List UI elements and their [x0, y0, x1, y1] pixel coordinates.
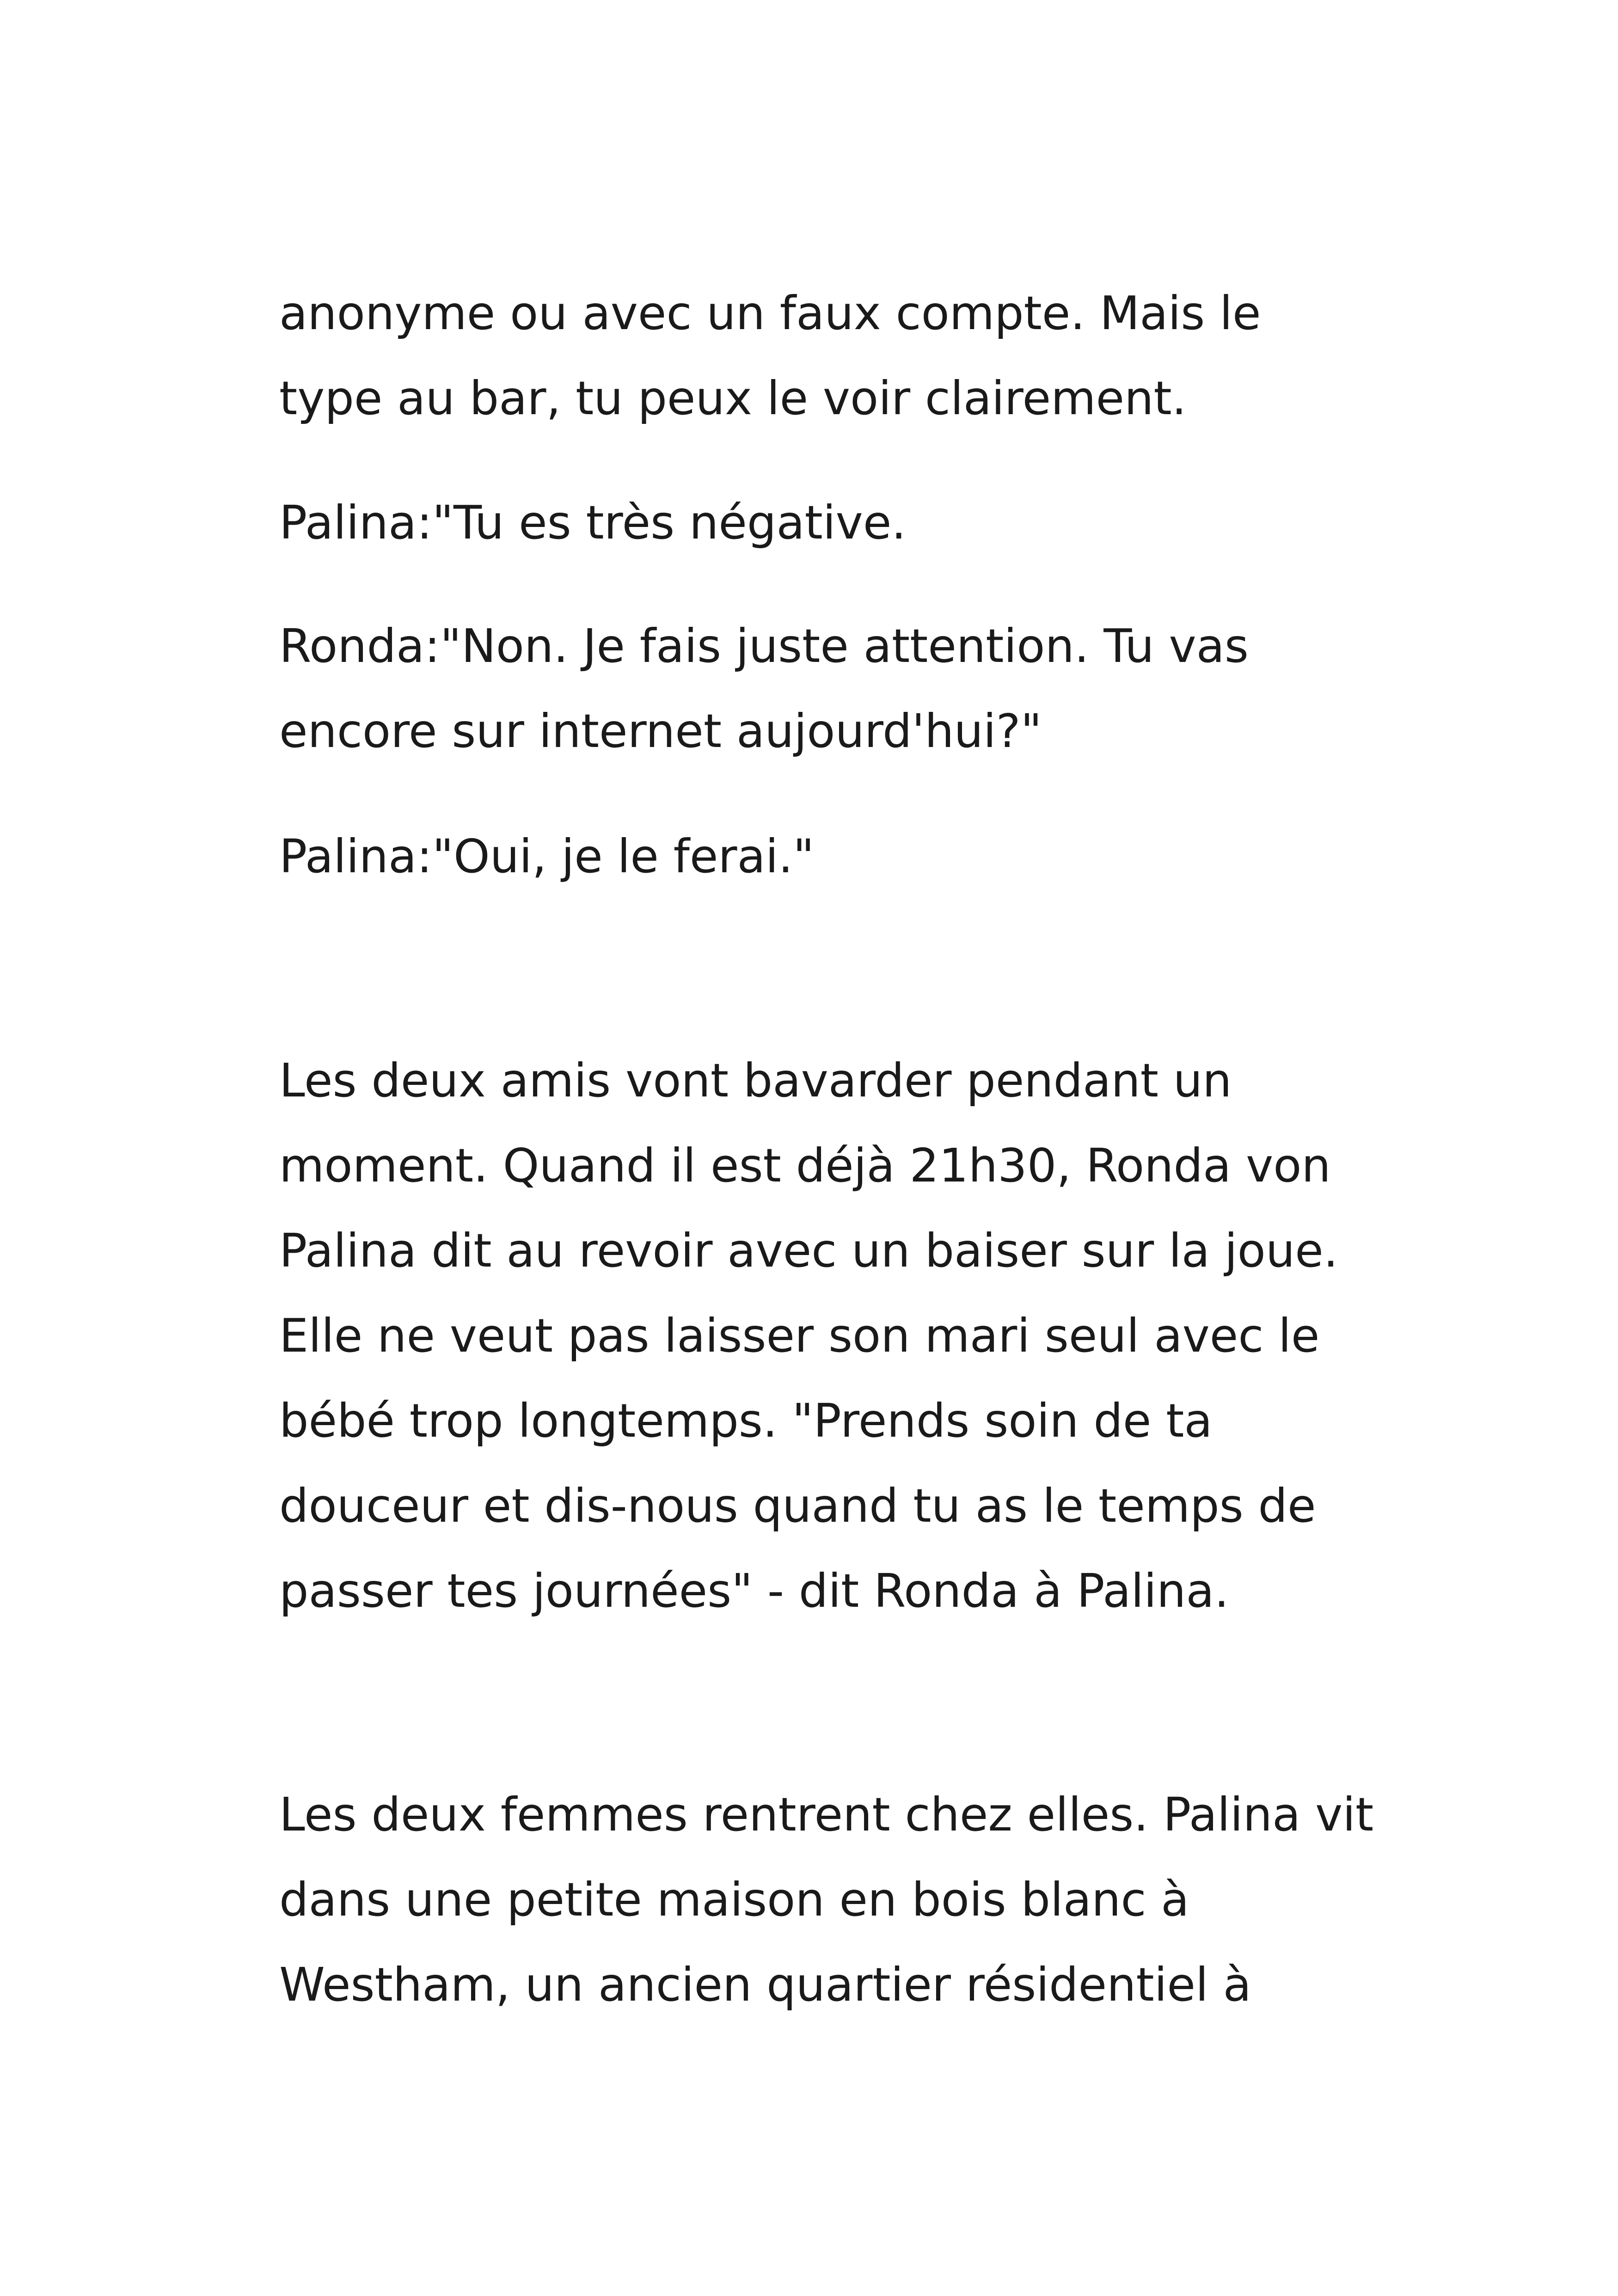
- text-line: Palina:"Tu es très négative.: [279, 496, 907, 550]
- text-line: Elle ne veut pas laisser son mari seul avec le: [279, 1309, 1320, 1363]
- text-line: Ronda:"Non. Je fais juste attention. Tu vas: [279, 619, 1249, 673]
- text-line: dans une petite maison en bois blanc à: [279, 1873, 1189, 1927]
- text-line: Les deux amis vont bavarder pendant un: [279, 1053, 1232, 1108]
- text-line: type au bar, tu peux le voir clairement.: [279, 371, 1187, 425]
- text-line: Palina dit au revoir avec un baiser sur la joue.: [279, 1224, 1338, 1278]
- text-line: moment. Quand il est déjà 21h30, Ronda von: [279, 1139, 1331, 1193]
- text-line: Westham, un ancien quartier résidentiel à: [279, 1958, 1251, 2012]
- text-line: Palina:"Oui, je le ferai.": [279, 829, 815, 883]
- text-line: anonyme ou avec un faux compte. Mais le: [279, 286, 1261, 340]
- text-line: passer tes journées" - dit Ronda à Palina.: [279, 1564, 1229, 1618]
- text-line: bébé trop longtemps. "Prends soin de ta: [279, 1394, 1213, 1448]
- text-line: Les deux femmes rentrent chez elles. Palina vit: [279, 1788, 1374, 1842]
- text-line: encore sur internet aujourd'hui?": [279, 704, 1042, 758]
- text-line: douceur et dis-nous quand tu as le temps de: [279, 1479, 1316, 1533]
